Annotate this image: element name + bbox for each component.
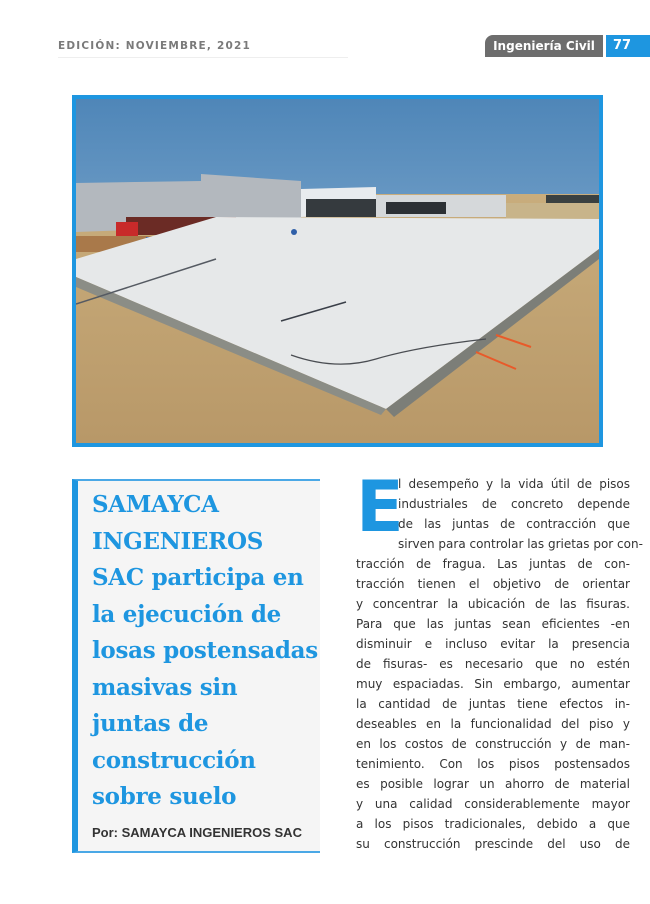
body-line: deseables en la funcionalidad del piso y <box>356 717 630 731</box>
title-line: juntas de <box>92 710 209 737</box>
title-line: SAC participa en <box>92 564 304 591</box>
header-divider <box>58 57 348 58</box>
title-line: masivas sin <box>92 673 238 701</box>
body-line: industriales de concreto depende <box>398 497 630 511</box>
title-line: construcción <box>92 746 256 774</box>
title-line: SAMAYCA <box>92 491 219 518</box>
body-line: tracción de fragua. Las juntas de con- <box>356 557 630 571</box>
section-tab: Ingeniería Civil <box>485 35 603 57</box>
body-line: Para que las juntas sean eficientes -en <box>356 617 630 631</box>
byline: Por: SAMAYCA INGENIEROS SAC <box>92 825 302 840</box>
body-line: tracción tienen el objetivo de orientar <box>356 577 630 591</box>
drop-cap: E <box>356 466 404 548</box>
body-line: disminuir e incluso evitar la presencia <box>356 637 630 651</box>
body-line: en los costos de construcción y de man- <box>356 737 630 751</box>
body-line: es posible lograr un ahorro de material <box>356 777 630 791</box>
title-line: INGENIEROS <box>92 527 264 555</box>
body-line: sirven para controlar las grietas por con- <box>398 537 643 551</box>
page-number: 77 <box>606 35 650 57</box>
body-line: de las juntas de contracción que <box>398 517 630 531</box>
body-line: l desempeño y la vida útil de pisos <box>398 477 630 491</box>
body-line: a los pisos tradicionales, debido a que <box>356 817 630 831</box>
body-line: la cantidad de juntas tiene efectos in- <box>356 697 630 711</box>
title-line: sobre suelo <box>92 783 237 810</box>
article-body <box>356 466 643 854</box>
article-title-box <box>72 479 320 853</box>
body-line: y concentrar la ubicación de las fisuras. <box>356 597 630 611</box>
body-line: tenimiento. Con los pisos postensados <box>356 757 630 771</box>
body-line: de fisuras- es necesario que no estén <box>356 657 630 671</box>
body-line: y una calidad considerablemente mayor <box>356 797 630 811</box>
body-line: su construcción prescinde del uso de <box>356 837 630 851</box>
article-title <box>92 487 320 816</box>
body-line: muy espaciadas. Sin embargo, aumentar <box>356 677 630 691</box>
title-line: losas postensadas <box>92 637 318 664</box>
header-edition: EDICIÓN: NOVIEMBRE, 2021 <box>58 40 251 52</box>
title-line: la ejecución de <box>92 600 281 628</box>
construction-site-image <box>76 99 599 443</box>
article-photo <box>72 95 603 447</box>
